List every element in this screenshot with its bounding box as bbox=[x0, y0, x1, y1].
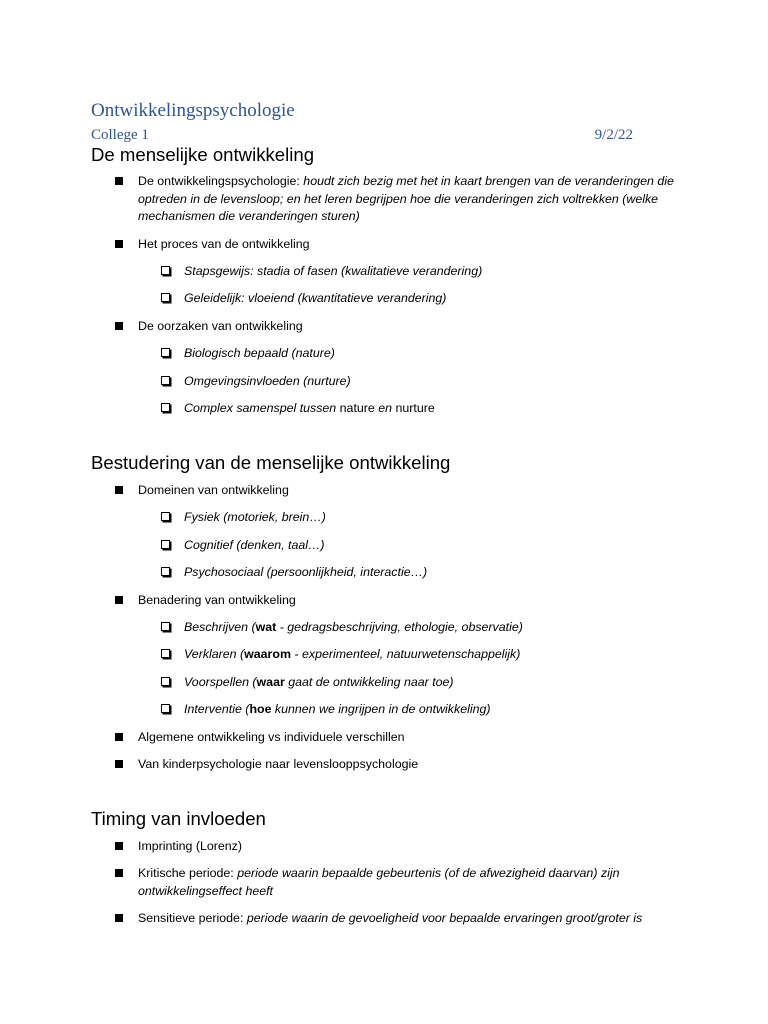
checkbox-bullet-icon bbox=[161, 512, 170, 521]
item-label: Kritische periode: bbox=[138, 866, 238, 881]
sub-list-item bbox=[91, 537, 681, 554]
item-label: Benadering van ontwikkeling bbox=[138, 592, 296, 607]
list-item bbox=[91, 756, 681, 773]
item-text: houdt zich bezig met het in kaart brengen van de veranderingen die optreden in de levensloop; en het leren begrijpen hoe die veranderingen zich voltrekken (welke mechanismen die veranderingen sturen) bbox=[138, 174, 674, 224]
sub-list-item bbox=[91, 290, 681, 307]
checkbox-bullet-icon bbox=[161, 567, 170, 576]
item-label: Algemene ontwikkeling vs individuele verschillen bbox=[138, 729, 405, 744]
square-bullet-icon bbox=[115, 869, 123, 877]
item-text: periode waarin de gevoeligheid voor bepaalde ervaringen groot/groter is bbox=[246, 910, 643, 925]
bullet-list bbox=[91, 838, 681, 928]
sub-list-item bbox=[91, 564, 681, 581]
sub-list-item bbox=[91, 646, 681, 663]
sub-item-text: Voorspellen ( bbox=[184, 674, 257, 689]
sub-list-item bbox=[91, 373, 681, 390]
subtitle-row bbox=[91, 127, 633, 144]
sub-item-text: Interventie ( bbox=[184, 702, 250, 717]
sub-item-text: - gedragsbeschrijving, ethologie, observatie) bbox=[276, 619, 523, 634]
list-item bbox=[91, 592, 681, 609]
square-bullet-icon bbox=[115, 914, 123, 922]
square-bullet-icon bbox=[115, 733, 123, 741]
checkbox-bullet-icon bbox=[161, 266, 170, 275]
square-bullet-icon bbox=[115, 486, 123, 494]
checkbox-bullet-icon bbox=[161, 649, 170, 658]
checkbox-bullet-icon bbox=[161, 403, 170, 412]
checkbox-bullet-icon bbox=[161, 376, 170, 385]
sub-item-text: - experimenteel, natuurwetenschappelijk) bbox=[290, 647, 521, 662]
section-heading: De menselijke ontwikkeling bbox=[91, 144, 315, 165]
sub-item-text: nurture bbox=[395, 401, 435, 416]
sub-list-item bbox=[91, 400, 681, 417]
sub-list-item bbox=[91, 509, 681, 526]
sub-item-text: Omgevingsinvloeden (nurture) bbox=[184, 373, 351, 388]
list-item bbox=[91, 173, 681, 225]
square-bullet-icon bbox=[115, 842, 123, 850]
checkbox-bullet-icon bbox=[161, 540, 170, 549]
square-bullet-icon bbox=[115, 760, 123, 768]
list-item bbox=[91, 236, 681, 253]
sub-list-item bbox=[91, 619, 681, 636]
list-item bbox=[91, 318, 681, 335]
list-item bbox=[91, 910, 681, 927]
item-label: De oorzaken van ontwikkeling bbox=[138, 318, 303, 333]
sub-item-text: kunnen we ingrijpen in de ontwikkeling) bbox=[271, 702, 491, 717]
document-title: Ontwikkelingspsychologie bbox=[91, 100, 295, 121]
list-item bbox=[91, 729, 681, 746]
section-heading: Timing van invloeden bbox=[91, 808, 266, 830]
sub-item-text: Psychosociaal (persoonlijkheid, interactie…) bbox=[184, 565, 428, 580]
square-bullet-icon bbox=[115, 322, 123, 330]
item-label: Imprinting (Lorenz) bbox=[138, 838, 242, 853]
sub-item-keyword: hoe bbox=[249, 702, 272, 717]
list-item bbox=[91, 482, 681, 499]
college-label: College 1 bbox=[91, 127, 149, 143]
sub-item-text: Fysiek (motoriek, brein…) bbox=[184, 510, 326, 525]
checkbox-bullet-icon bbox=[161, 677, 170, 686]
sub-item-keyword: wat bbox=[255, 619, 277, 634]
checkbox-bullet-icon bbox=[161, 348, 170, 357]
sub-list-item bbox=[91, 345, 681, 362]
sub-item-text: nature bbox=[339, 401, 375, 416]
item-label: Domeinen van ontwikkeling bbox=[138, 482, 289, 497]
list-item bbox=[91, 838, 681, 855]
square-bullet-icon bbox=[115, 240, 123, 248]
sub-item-text: Beschrijven ( bbox=[184, 619, 256, 634]
sub-item-keyword: waar bbox=[256, 674, 285, 689]
content bbox=[91, 146, 681, 927]
sub-item-text: gaat de ontwikkeling naar toe) bbox=[284, 674, 454, 689]
sub-list-item bbox=[91, 674, 681, 691]
sub-item-text: en bbox=[374, 401, 396, 416]
bullet-list bbox=[91, 482, 681, 773]
checkbox-bullet-icon bbox=[161, 622, 170, 631]
list-item bbox=[91, 865, 681, 900]
section-heading: Bestudering van de menselijke ontwikkeling bbox=[91, 452, 451, 474]
checkbox-bullet-icon bbox=[161, 704, 170, 713]
sub-item-text: Complex samenspel tussen bbox=[184, 401, 340, 416]
date-label: 9/2/22 bbox=[594, 127, 633, 143]
item-label: Van kinderpsychologie naar levenslooppsychologie bbox=[138, 756, 419, 771]
sub-item-text: Geleidelijk: vloeiend (kwantitatieve verandering) bbox=[184, 291, 447, 306]
sub-item-text: Cognitief (denken, taal…) bbox=[184, 537, 325, 552]
item-label: Het proces van de ontwikkeling bbox=[138, 236, 310, 251]
item-label: De ontwikkelingspsychologie: bbox=[138, 174, 304, 189]
item-label: Sensitieve periode: bbox=[138, 910, 247, 925]
sub-list-item bbox=[91, 701, 681, 718]
sub-item-keyword: waarom bbox=[244, 647, 291, 662]
sub-item-text: Stapsgewijs: stadia of fasen (kwalitatieve verandering) bbox=[184, 264, 483, 279]
square-bullet-icon bbox=[115, 177, 123, 185]
bullet-list bbox=[91, 173, 681, 417]
sub-list-item bbox=[91, 263, 681, 280]
square-bullet-icon bbox=[115, 596, 123, 604]
sub-item-text: Biologisch bepaald (nature) bbox=[184, 346, 335, 361]
sub-item-text: Verklaren ( bbox=[184, 647, 245, 662]
checkbox-bullet-icon bbox=[161, 293, 170, 302]
item-text: periode waarin bepaalde gebeurtenis (of de afwezigheid daarvan) zijn ontwikkelingseffect heeft bbox=[138, 866, 620, 898]
